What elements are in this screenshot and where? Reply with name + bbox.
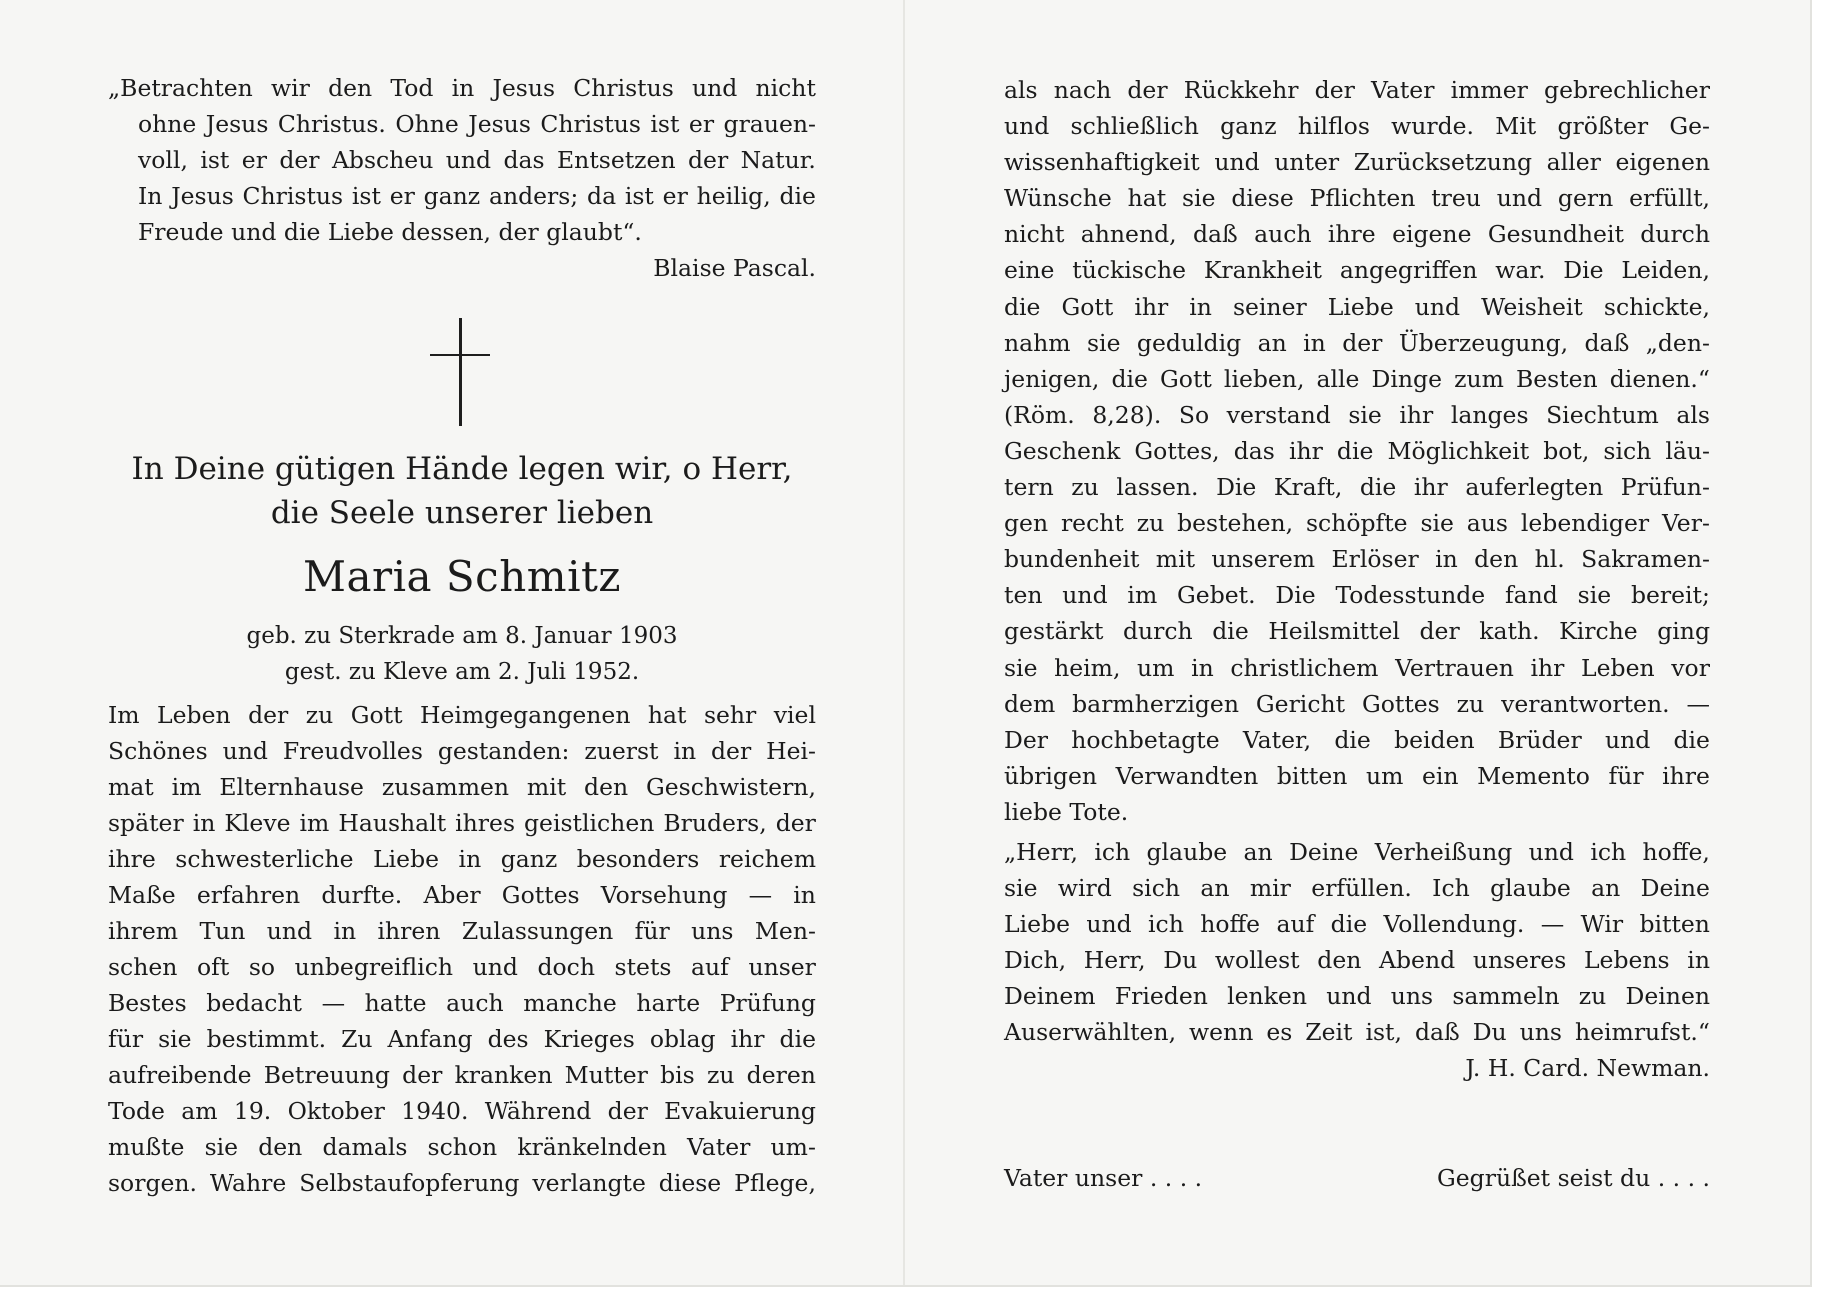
biography-text (108, 697, 816, 1201)
deceased-name: Maria Schmitz (302, 552, 622, 601)
card-fold (903, 0, 905, 1285)
text-line: schen oft so unbegreiflich und doch stets auf unser (108, 953, 816, 981)
text-line: für sie bestimmt. Zu Anfang des Krieges oblag ihr die (108, 1025, 816, 1053)
text-line: Im Leben der zu Gott Heimgegangenen hat sehr viel (108, 701, 816, 729)
heading (108, 447, 816, 535)
heading-line: In Deine gütigen Hände legen wir, o Herr, (131, 451, 793, 487)
text-line: die Gott ihr in seiner Liebe und Weisheit schickte, (1004, 292, 1710, 321)
quote-author: J. H. Card. Newman. (1465, 1054, 1710, 1082)
text-line: Bestes bedacht — hatte auch manche harte Prüfung (108, 989, 816, 1017)
biography-continued (1004, 72, 1710, 830)
quote-line: In Jesus Christus ist er ganz anders; da ist er heilig, die (138, 182, 816, 210)
text-line: mat im Elternhause zusammen mit den Geschwistern, (108, 773, 816, 801)
text-line: Geschenk Gottes, das ihr die Möglichkeit bot, sich läu- (1004, 436, 1710, 465)
text-line: wissenhaftigkeit und unter Zurücksetzung aller eigenen (1004, 148, 1710, 177)
quote-line: sie wird sich an mir erfüllen. Ich glaube an Deine (1004, 874, 1710, 902)
text-line: ten und im Gebet. Die Todesstunde fand sie bereit; (1004, 581, 1710, 610)
text-line: sie heim, um in christlichem Vertrauen ihr Leben vor (1004, 653, 1710, 682)
text-line: ihre schwesterliche Liebe in ganz besonders reichem (108, 845, 816, 873)
text-line: Tode am 19. Oktober 1940. Während der Evakuierung (108, 1097, 816, 1125)
prayer-hail-mary: Gegrüßet seist du . . . . (1436, 1164, 1710, 1192)
quote-line: Dich, Herr, Du wollest den Abend unseres Lebens in (1004, 946, 1710, 974)
quote-line: „Herr, ich glaube an Deine Verheißung und ich hoffe, (1004, 838, 1710, 866)
text-line: liebe Tote. (1004, 797, 1129, 826)
quote-line: voll, ist er der Abscheu und das Entsetzen der Natur. (138, 146, 816, 174)
prayer-our-father: Vater unser . . . . (1004, 1164, 1203, 1192)
quote-author: Blaise Pascal. (653, 254, 816, 282)
text-line: Wünsche hat sie diese Pflichten treu und gern erfüllt, (1004, 184, 1710, 213)
quote-line: Liebe und ich hoffe auf die Vollendung. — Wir bitten (1004, 910, 1710, 938)
text-line: später in Kleve im Haushalt ihres geistlichen Bruders, der (108, 809, 816, 837)
text-line: gestärkt durch die Heilsmittel der kath. Kirche ging (1004, 617, 1710, 646)
text-line: Schönes und Freudvolles gestanden: zuerst in der Hei- (108, 737, 816, 765)
pascal-quote (108, 70, 816, 286)
prayer-line (1004, 1160, 1710, 1196)
quote-line: Auserwählten, wenn es Zeit ist, daß Du uns heimrufst.“ (1004, 1018, 1710, 1046)
text-line: (Röm. 8,28). So verstand sie ihr langes Siechtum als (1004, 400, 1710, 429)
text-line: nahm sie geduldig an in der Überzeugung, daß „den- (1004, 328, 1710, 357)
text-line: jenigen, die Gott lieben, alle Dinge zum Besten dienen.“ (1004, 364, 1710, 393)
text-line: als nach der Rückkehr der Vater immer gebrechlicher (1004, 76, 1710, 104)
text-line: nicht ahnend, daß auch ihre eigene Gesundheit durch (1004, 220, 1710, 249)
text-line: sorgen. Wahre Selbstaufopferung verlangte diese Pflege, (108, 1169, 816, 1197)
text-line: mußte sie den damals schon kränkelnden Vater um- (108, 1133, 816, 1161)
text-line: dem barmherzigen Gericht Gottes zu verantworten. — (1004, 689, 1710, 718)
death-date: gest. zu Kleve am 2. Juli 1952. (284, 659, 640, 685)
text-line: eine tückische Krankheit angegriffen war. Die Leiden, (1004, 256, 1710, 285)
text-line: Maße erfahren durfte. Aber Gottes Vorsehung — in (108, 881, 816, 909)
text-line: Der hochbetagte Vater, die beiden Brüder und die (1004, 725, 1710, 754)
quote-line: Deinem Frieden lenken und uns sammeln zu Deinen (1004, 982, 1710, 1010)
newman-quote (1004, 834, 1710, 1086)
text-line: und schließlich ganz hilflos wurde. Mit größter Ge- (1004, 112, 1710, 141)
heading-line: die Seele unserer lieben (270, 495, 654, 531)
quote-line: Freude und die Liebe dessen, der glaubt“. (138, 218, 642, 246)
birth-date: geb. zu Sterkrade am 8. Januar 1903 (246, 623, 678, 649)
text-line: bundenheit mit unserem Erlöser in den hl. Sakramen- (1004, 545, 1710, 574)
life-dates (108, 618, 816, 690)
text-line: übrigen Verwandten bitten um ein Memento für ihre (1004, 761, 1710, 790)
quote-line: ohne Jesus Christus. Ohne Jesus Christus ist er grauen- (138, 110, 816, 138)
text-line: tern zu lassen. Die Kraft, die ihr auferlegten Prüfun- (1004, 473, 1710, 502)
text-line: ihrem Tun und in ihren Zulassungen für uns Men- (108, 917, 816, 945)
text-line: aufreibende Betreuung der kranken Mutter bis zu deren (108, 1061, 816, 1089)
cross-icon (430, 318, 490, 428)
text-line: gen recht zu bestehen, schöpfte sie aus lebendiger Ver- (1004, 509, 1710, 538)
quote-line: „Betrachten wir den Tod in Jesus Christus und nicht (108, 74, 816, 102)
